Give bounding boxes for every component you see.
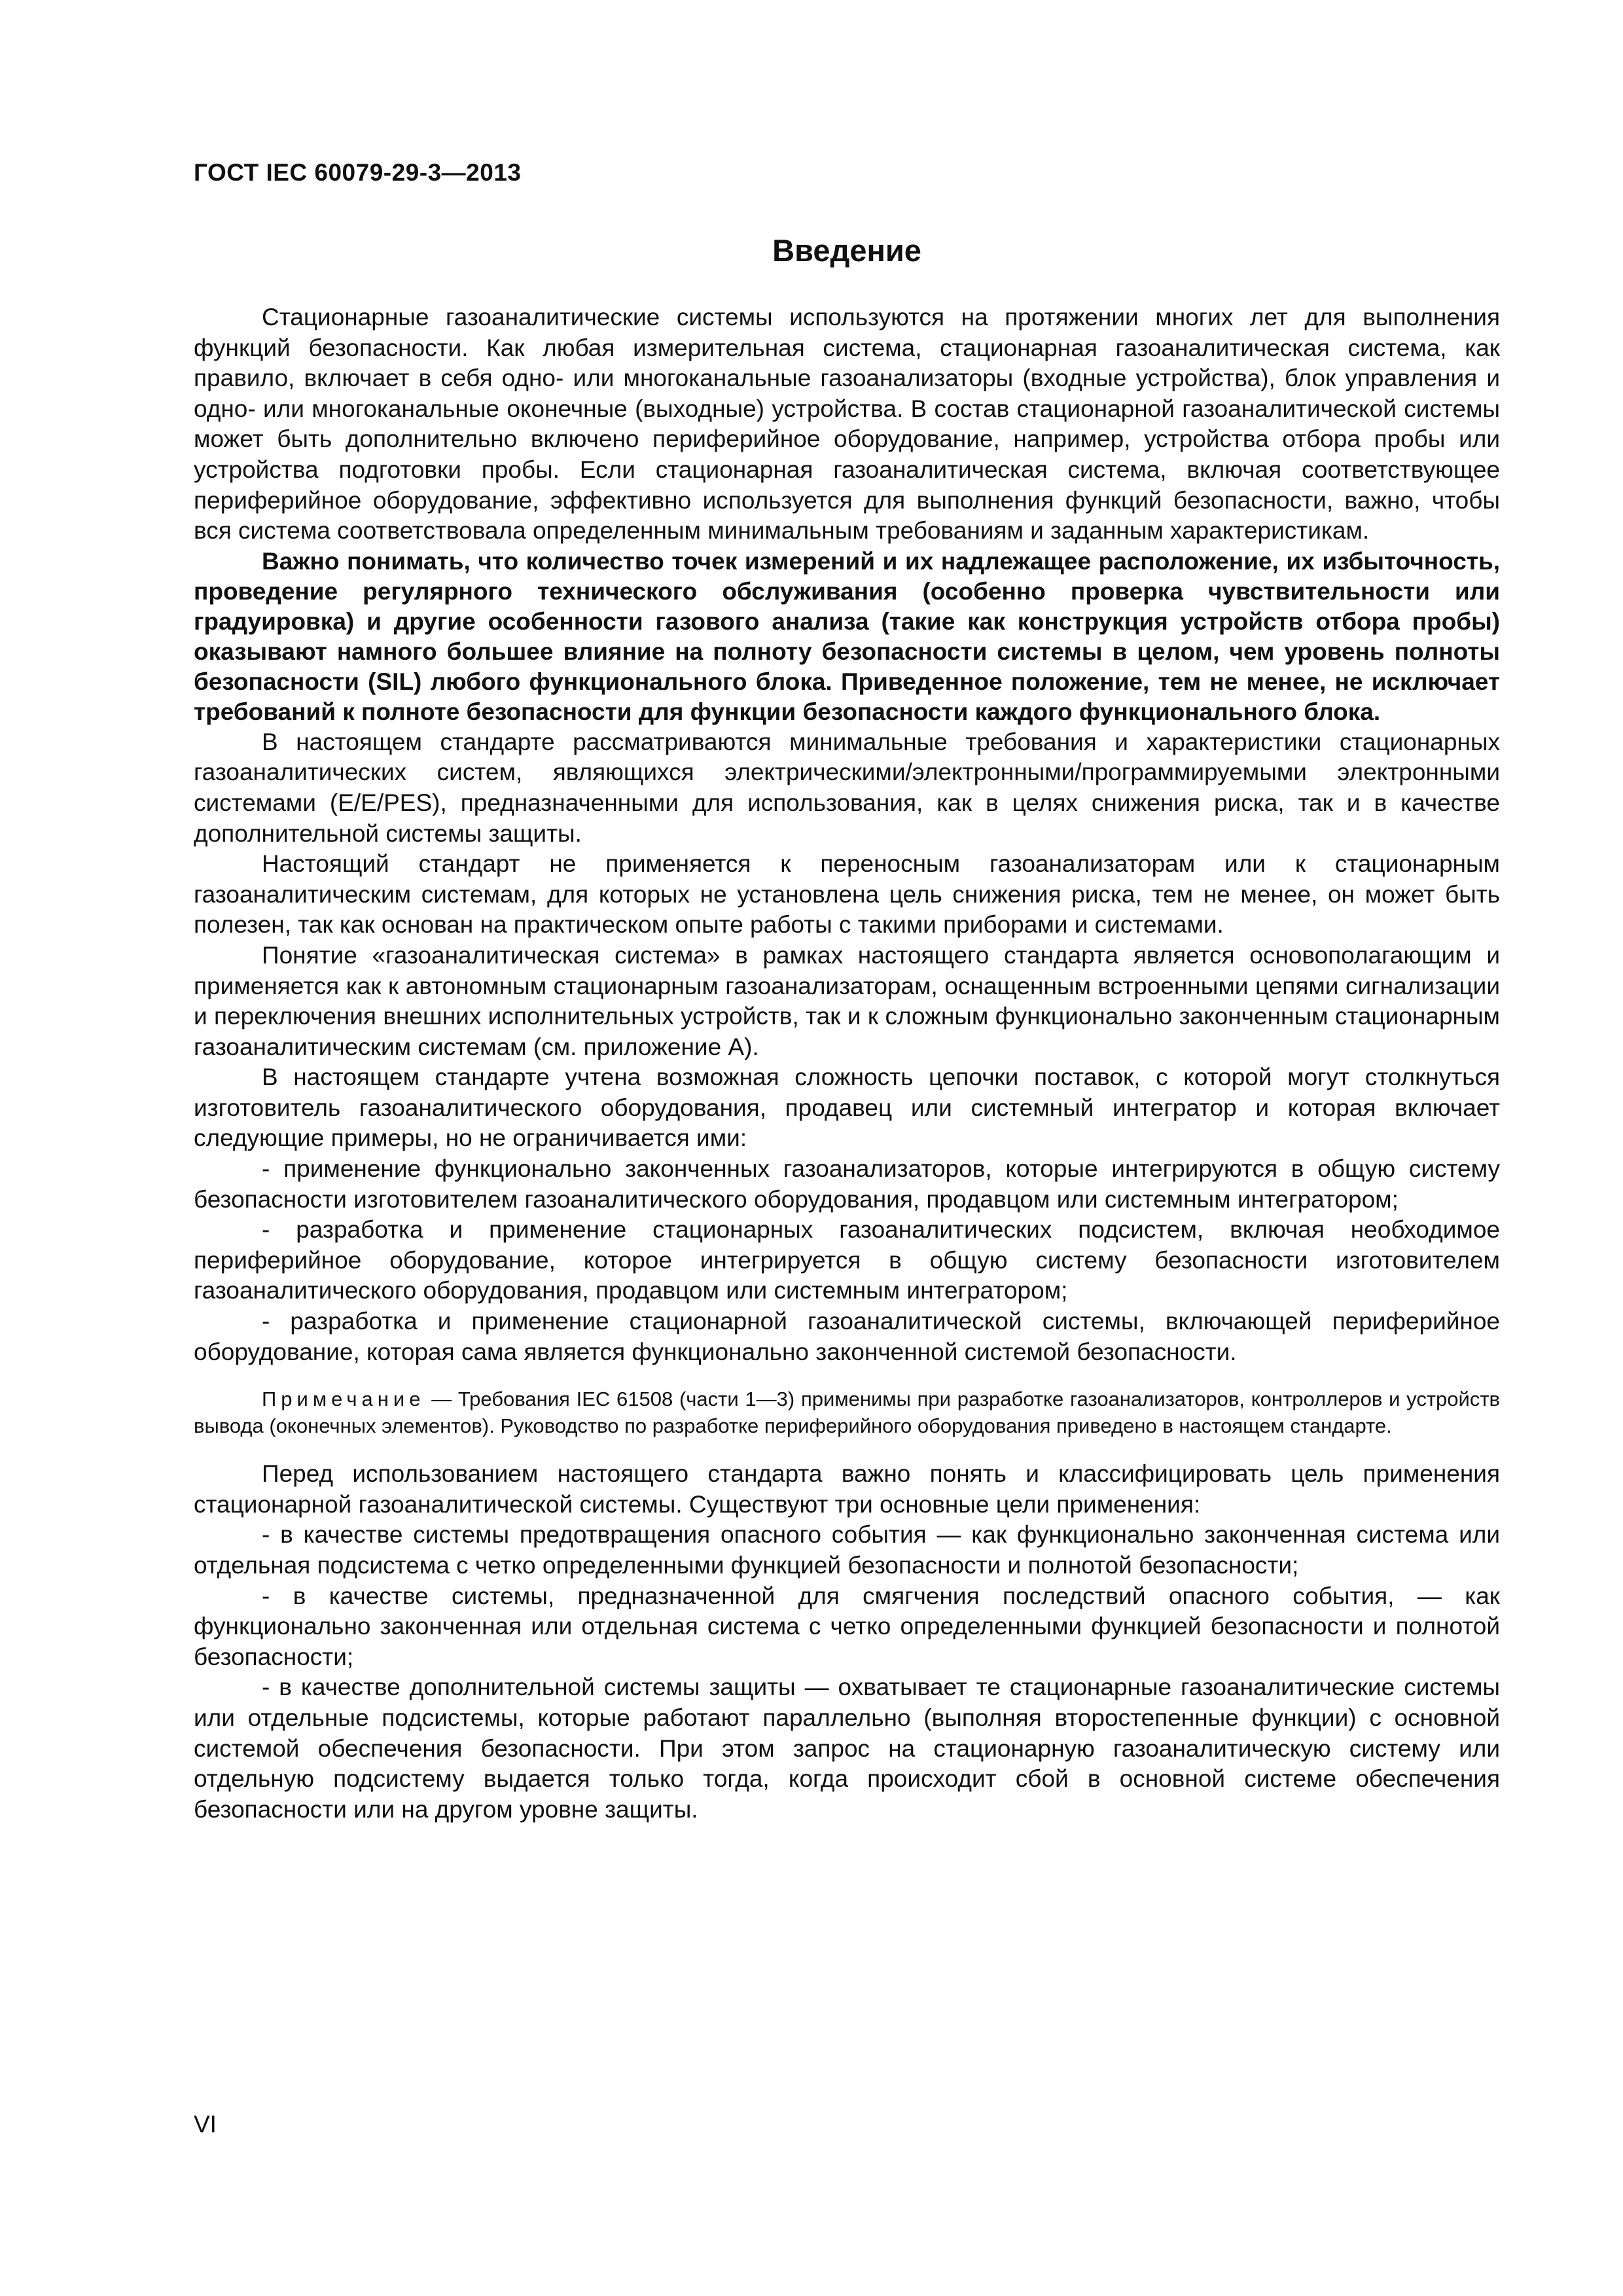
paragraph: В настоящем стандарте рассматриваются минимальные требования и характеристики стационарных газоаналитических систем, являющихся электрическими/электронными/программируемыми электронными системами (E/E/PES), предназначенными для использования, как в целях снижения риска, так и в качестве дополнительной системы защиты. [194, 728, 1500, 847]
note-text: — Требования IEC 61508 (части 1—3) применимы при разработке газоанализаторов, контроллеров и устройств вывода (оконечных элементов). Руководство по разработке периферийного оборудования приведено в настоящем стандарте. [194, 1388, 1500, 1438]
list-item: - в качестве системы, предназначенной для смягчения последствий опасного события, — как функционально законченная или отдельная система с четко определенными функцией безопасности и полнотой безопасности; [194, 1582, 1500, 1670]
list-item: - разработка и применение стационарных газоаналитических подсистем, включая необходимое периферийное оборудование, которое интегрируется в общую систему безопасности изготовителем газоаналитического оборудования, продавцом или системным интегратором; [194, 1216, 1500, 1304]
list-item: - в качестве системы предотвращения опасного события — как функционально законченная система или отдельная подсистема с четко определенными функцией безопасности и полнотой безопасности; [194, 1521, 1500, 1579]
bold-paragraph: Важно понимать, что количество точек измерений и их надлежащее расположение, их избыточность, проведение регулярного технического обслуживания (особенно проверка чувствительности или градуировка) и другие особенности газового анализа (такие как конструкция устройств отбора пробы) оказывают намного большее влияние на полноту безопасности системы в целом, чем уровень полноты безопасности (SIL) любого функционального блока. Приведенное положение, тем не менее, не исключает требований к полноте безопасности для функции безопасности каждого функционального блока. [194, 547, 1500, 725]
note-label: Примечание [262, 1388, 425, 1411]
document-code: ГОСТ IEC 60079-29-3—2013 [194, 159, 522, 186]
paragraph: Понятие «газоаналитическая система» в рамках настоящего стандарта является основополагающим и применяется как к автономным стационарным газоанализаторам, оснащенным встроенными цепями сигнализации и переключения внешних исполнительных устройств, так и к сложным функционально законченным стационарным газоаналитическим системам (см. приложение А). [194, 941, 1500, 1060]
paragraph: Перед использованием настоящего стандарта важно понять и классифицировать цель применения стационарной газоаналитической системы. Существуют три основные цели применения: [194, 1460, 1500, 1518]
list-item: - разработка и применение стационарной газоаналитической системы, включающей периферийное оборудование, которая сама является функционально законченной системой безопасности. [194, 1308, 1500, 1365]
paragraph: Настоящий стандарт не применяется к переносным газоанализаторам или к стационарным газоаналитическим системам, для которых не установлена цель снижения риска, тем не менее, он может быть полезен, так как основан на практическом опыте работы с такими приборами и системами. [194, 850, 1500, 939]
list-item: - применение функционально законченных газоанализаторов, которые интегрируются в общую систему безопасности изготовителем газоаналитического оборудования, продавцом или системным интегратором; [194, 1155, 1500, 1213]
list-item: - в качестве дополнительной системы защиты — охватывает те стационарные газоаналитические системы или отдельные подсистемы, которые работают параллельно (выполняя второстепенные функции) с основной системой обеспечения безопасности. При этом запрос на стационарную газоаналитическую систему или отдельную подсистему выдается только тогда, когда происходит сбой в основной системе обеспечения безопасности или на другом уровне защиты. [194, 1674, 1500, 1823]
page-number: VI [194, 2111, 217, 2138]
note [194, 1386, 1500, 1439]
paragraph: В настоящем стандарте учтена возможная сложность цепочки поставок, с которой могут столкнуться изготовитель газоаналитического оборудования, продавец или системный интегратор и которая включает следующие примеры, но не ограничивается ими: [194, 1064, 1500, 1152]
paragraph: Стационарные газоаналитические системы используются на протяжении многих лет для выполнения функций безопасности. Как любая измерительная система, стационарная газоаналитическая система, как правило, включает в себя одно- или многоканальные газоанализаторы (входные устройства), блок управления и одно- или многоканальные оконечные (выходные) устройства. В состав стационарной газоаналитической системы может быть дополнительно включено периферийное оборудование, например, устройства отбора пробы или устройства подготовки пробы. Если стационарная газоаналитическая система, включая соответствующее периферийное оборудование, эффективно используется для выполнения функций безопасности, важно, чтобы вся система соответствовала определенным минимальным требованиям и заданным характеристикам. [194, 304, 1500, 545]
section-title: Введение [772, 233, 921, 268]
document-body [194, 302, 1500, 1825]
